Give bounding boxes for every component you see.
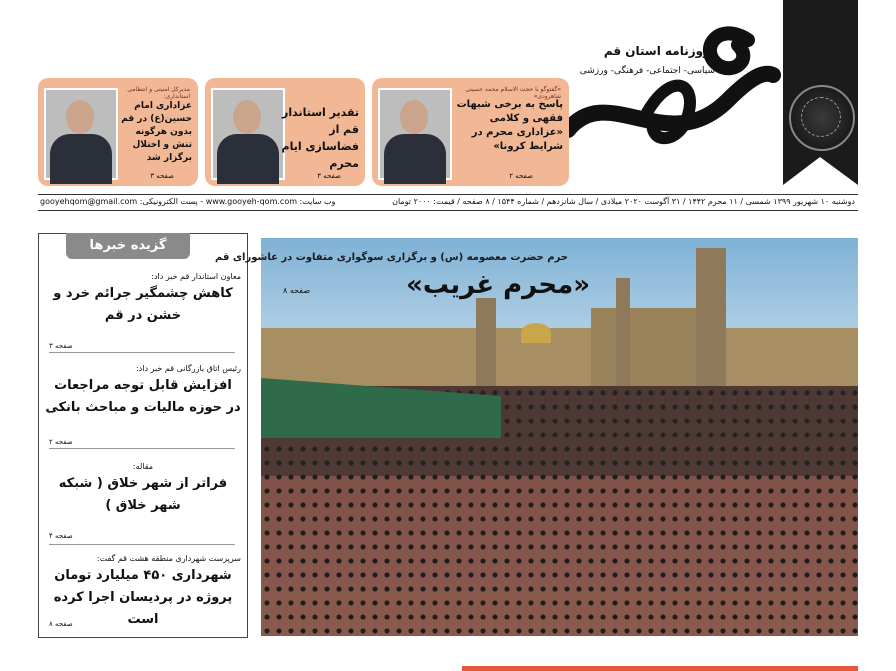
mourning-banner <box>783 0 858 185</box>
digest-story-2[interactable] <box>45 364 241 419</box>
photo-kicker: حرم حضرت معصومه (س) و برگزاری سوگواری متفاوت در عاشورای قم <box>215 252 568 263</box>
shrine-iwan <box>591 308 711 388</box>
story-headline: شهرداری ۴۵۰ میلیارد تومان پروژه در پردیسان اجرا کرده است <box>53 568 233 627</box>
teaser-kicker: مدیرکل امنیتی و انتظامی استانداری: <box>127 86 190 100</box>
photo-headline: «محرم غریب» <box>406 270 590 300</box>
story-page: صفحه ۳ <box>49 342 73 350</box>
story-kicker: رئیس اتاق بازرگانی قم خبر داد: <box>135 364 241 373</box>
teaser-page: صفحه ۲ <box>509 172 533 180</box>
story-kicker: مقاله: <box>132 462 154 471</box>
story-headline: کاهش چشمگیر جرائم خرد و خشن در قم <box>53 286 233 323</box>
teaser-page: صفحه ۳ <box>150 172 174 180</box>
story-kicker: سرپرست شهرداری منطقه هشت قم گفت: <box>96 554 241 563</box>
teaser-title: پاسخ به برخی شبهات فقهی و کلامی «عزاداری محرم در شرایط کرونا» <box>456 99 563 152</box>
story-headline: فراتر از شهر خلاق ( شبکه شهر خلاق ) <box>58 476 228 513</box>
top-rule <box>38 194 858 195</box>
bottom-accent-bar <box>462 666 858 671</box>
divider <box>49 448 235 449</box>
newspaper-subtitle: روزنامه استان قم <box>603 44 710 58</box>
story-page: صفحه ۸ <box>49 620 73 628</box>
story-headline: افزایش قابل توجه مراجعات در حوزه مالیات و مباحث بانکی <box>45 378 241 415</box>
dateline: دوشنبه ۱۰ شهریور ۱۳۹۹ شمسی / ۱۱ محرم ۱۴۴۲ / ۳۱ آگوست ۲۰۲۰ میلادی / سال شانزدهم / شماره ۱۵۴۴ / ۸ صفحه / قیمت: ۲۰۰۰ تومان <box>392 197 855 206</box>
story-page: صفحه ۲ <box>49 438 73 446</box>
teaser-1[interactable] <box>372 78 569 186</box>
digest-story-3[interactable] <box>45 462 241 517</box>
newspaper-tagline: سیاسی- اجتماعی- فرهنگی- ورزشی <box>579 66 715 76</box>
digest-story-1[interactable] <box>45 272 241 327</box>
teaser-kicker: «گفتوگو با حجت الاسلام محمد حسینی شاهرودی» <box>465 86 561 100</box>
divider <box>49 352 235 353</box>
teaser-title: تقدیر استاندار قم از فضاسازی ایام محرم <box>281 106 359 170</box>
teaser-2[interactable] <box>205 78 365 186</box>
contact-info[interactable]: وب سایت: www.gooyeh-qom.com - پست الکترونیکی: gooyehqom@gmail.com <box>40 197 336 206</box>
news-digest-header: گزیده خبرها <box>66 233 190 259</box>
mourning-seal-icon <box>789 85 855 151</box>
teaser-photo <box>44 88 118 180</box>
teaser-title: عزاداری امام حسین(ع) در قم بدون هرگونه تنش و اختلال برگزار شد <box>121 101 192 163</box>
divider <box>49 544 235 545</box>
news-digest-column <box>38 233 248 638</box>
minaret <box>616 278 630 388</box>
minaret <box>476 298 496 388</box>
teaser-page: صفحه ۳ <box>317 172 341 180</box>
main-photo[interactable] <box>215 238 858 636</box>
newspaper-logo <box>548 10 778 160</box>
teaser-3[interactable] <box>38 78 198 186</box>
banner-fold <box>783 157 858 185</box>
shrine-wall <box>261 328 858 388</box>
story-kicker: معاون استاندار قم خبر داد: <box>151 272 241 281</box>
teaser-photo <box>211 88 285 180</box>
story-page: صفحه ۴ <box>49 532 73 540</box>
minaret <box>696 248 726 388</box>
dome <box>521 323 551 343</box>
bottom-rule <box>38 210 858 211</box>
teaser-photo <box>378 88 452 180</box>
photo-page: صفحه ۸ <box>283 286 311 295</box>
